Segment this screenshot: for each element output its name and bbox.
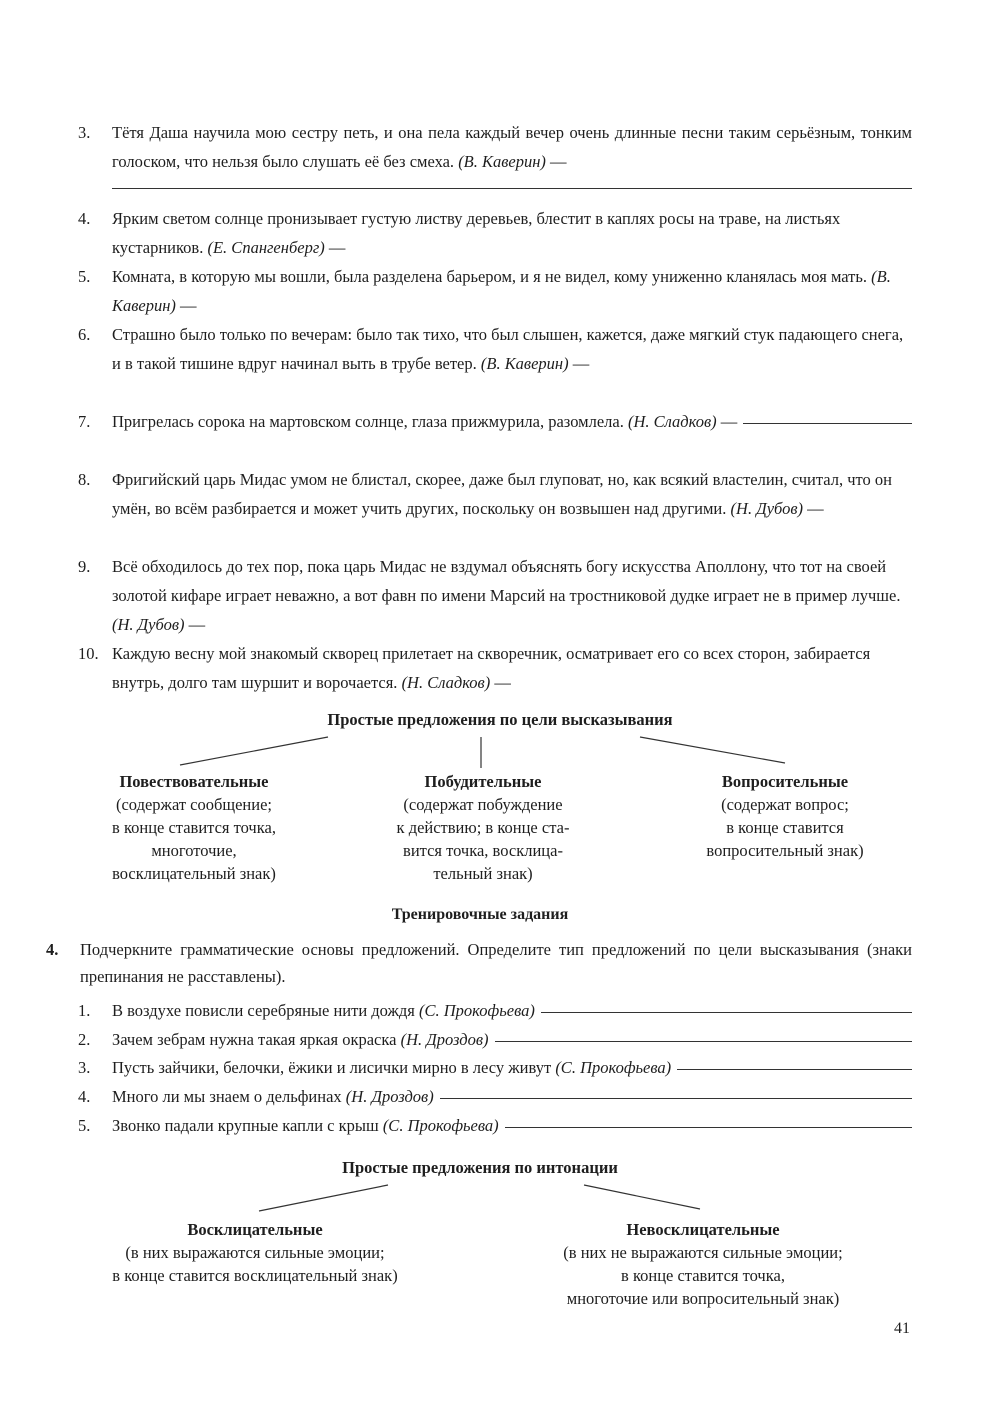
item-text: Фригийский царь Мидас умом не блистал, скорее, даже был глуповат, но, как всякий властелин, считал, что он умён, во всём разбирается и может учить других, поскольку он возвышен над другими. (Н. Дубов) — [112, 470, 892, 518]
item-text: Комната, в которую мы вошли, была разделена барьером, и я не видел, кому униженно кланялась моя мать. (В. Каверин) — [112, 267, 891, 315]
item-text: Каждую весну мой знакомый скворец прилетает на скворечник, осматривает его со всех сторон, забирается внутрь, долго там шуршит и ворочается. (Н. Сладков) — [112, 644, 871, 692]
item-author: (С. Прокофьева) [382, 1116, 499, 1135]
item-text: Пусть зайчики, белочки, ёжики и лисички мирно в лесу живут (С. Прокофьева) [112, 1053, 912, 1082]
item-number: 2. [78, 1030, 91, 1049]
category-desc-line: восклицательный знак) [112, 864, 276, 883]
item-author: (В. Каверин) [480, 354, 569, 373]
answer-line[interactable] [677, 1068, 912, 1070]
answer-line[interactable] [505, 1126, 912, 1128]
category-name: Невосклицательные [626, 1220, 780, 1239]
answer-line[interactable] [440, 1097, 912, 1099]
item-author: (В. Каверин) [112, 267, 891, 315]
item-number: 3. [78, 1058, 91, 1077]
item-author: (В. Каверин) [458, 152, 546, 171]
category-desc-line: (содержат сообщение; [115, 795, 272, 814]
item-number: 6. [78, 325, 91, 344]
item-author: (Н. Дубов) [112, 615, 185, 634]
category-desc-line: (в них не выражаются сильные эмоции; [563, 1243, 843, 1262]
task-number: 4. [46, 940, 59, 959]
category-desc-line: (содержат побуждение [403, 795, 563, 814]
category-desc-line: (в них выражаются сильные эмоции; [125, 1243, 385, 1262]
intonation-scheme-title: Простые предложения по интонации [342, 1158, 618, 1177]
item-text: Всё обходилось до тех пор, пока царь Мидас не вздумал объяснять богу искусства Аполлону, что тот на своей золотой кифаре играет неважно, а вот фавн по имени Марсий на тростниковой дудке играет не в пример лучше. (Н. Дубов) — [112, 557, 901, 634]
item-author: (Н. Дроздов) [400, 1030, 489, 1049]
category-name: Повествовательные [119, 772, 269, 791]
item-text: Тётя Даша научила мою сестру петь, и она пела каждый вечер очень длинные песни таким серьёзным, тонким голоском, что нельзя было слушать её без смеха. (В. Каверин) — [112, 123, 912, 171]
category-desc-line: в конце ставится [726, 818, 844, 837]
item-text: Много ли мы знаем о дельфинах (Н. Дроздов) [112, 1082, 912, 1111]
category-name: Вопросительные [721, 772, 849, 791]
category-name: Побудительные [424, 772, 542, 791]
category-desc-line: в конце ставится точка, [621, 1266, 785, 1285]
category-desc-line: тельный знак) [433, 864, 533, 883]
category-declarative [64, 770, 324, 885]
item-author: (Н. Дроздов) [345, 1087, 434, 1106]
item-text: В воздухе повисли серебряные нити дождя (С. Прокофьева) [112, 996, 912, 1025]
item-author: (Н. Сладков) [401, 673, 491, 692]
item-number: 7. [78, 412, 91, 431]
item-author: (Н. Дубов) [730, 499, 804, 518]
page-number: 41 [894, 1320, 910, 1337]
item-text: Страшно было только по вечерам: было так тихо, что был слышен, кажется, даже мягкий стук падающего снега, и в такой тишине вдруг начинал выть в трубе ветер. (В. Каверин) — [112, 325, 904, 373]
item-number: 8. [78, 470, 91, 489]
purpose-scheme-title: Простые предложения по цели высказывания [327, 710, 673, 729]
category-desc-line: многоточие или вопросительный знак) [566, 1289, 840, 1308]
item-author: (С. Прокофьева) [555, 1058, 672, 1077]
category-desc-line: в конце ставится точка, [112, 818, 276, 837]
category-desc-line: вится точка, восклица- [403, 841, 563, 860]
item-number: 10. [78, 644, 99, 663]
category-desc-line: многоточие, [151, 841, 237, 860]
item-text: Зачем зебрам нужна такая яркая окраска (Н. Дроздов) [112, 1025, 912, 1054]
category-desc-line: (содержат вопрос; [721, 795, 849, 814]
item-number: 9. [78, 557, 91, 576]
training-title: Тренировочные задания [391, 906, 569, 923]
item-author: (С. Прокофьева) [419, 1001, 535, 1020]
item-text: Звонко падали крупные капли с крыш (С. Прокофьева) [112, 1111, 912, 1140]
item-author: (Н. Сладков) [627, 412, 717, 431]
item-number: 1. [78, 1001, 91, 1020]
category-name: Восклицательные [187, 1220, 323, 1239]
item-number: 4. [78, 209, 91, 228]
category-desc-line: в конце ставится восклицательный знак) [112, 1266, 398, 1285]
item-author: (Е. Спангенберг) [207, 238, 325, 257]
item-number: 5. [78, 1116, 91, 1135]
category-non-exclamatory [508, 1218, 898, 1310]
item-number: 3. [78, 123, 91, 142]
category-exclamatory [60, 1218, 450, 1287]
category-desc-line: к действию; в конце ста- [396, 818, 570, 837]
answer-line[interactable] [541, 1011, 912, 1013]
item-text: Ярким светом солнце пронизывает густую листву деревьев, блестит в каплях росы на траве, на листьях кустарников. (Е. Спангенберг) — [112, 209, 841, 257]
item-number: 4. [78, 1087, 91, 1106]
category-desc-line: вопросительный знак) [706, 841, 864, 860]
category-interrogative [665, 770, 905, 862]
answer-line[interactable] [495, 1040, 912, 1042]
task-instruction: Подчеркните грамматические основы предложений. Определите тип предложений по цели высказывания (знаки препинания не расставлены). [80, 940, 912, 986]
item-text: Пригрелась сорока на мартовском солнце, глаза прижмурила, разомлела. (Н. Сладков) — [112, 407, 912, 436]
category-imperative [358, 770, 608, 885]
item-number: 5. [78, 267, 91, 286]
